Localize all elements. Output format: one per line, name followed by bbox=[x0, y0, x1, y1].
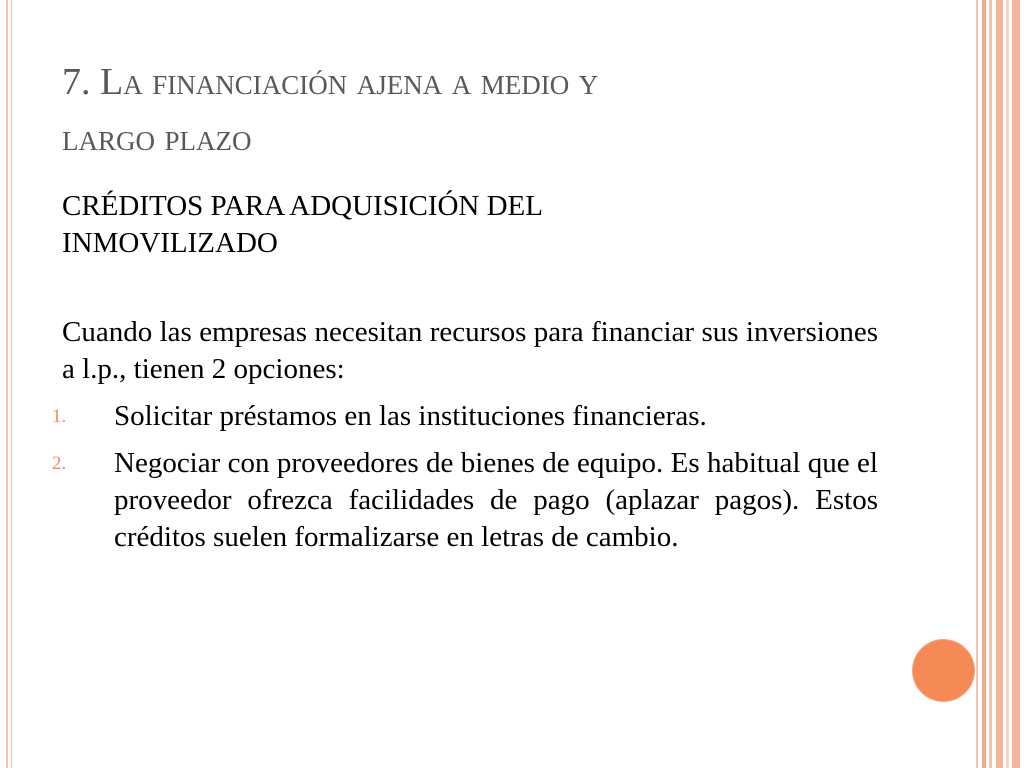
list-item-text: Negociar con proveedores de bienes de equipo. Es habitual que el proveedor ofrezca facilidades de pago (aplazar pagos). Estos créditos suelen formalizarse en letras de cambio. bbox=[114, 447, 878, 553]
right-stripe bbox=[976, 0, 978, 768]
right-stripe bbox=[989, 0, 992, 768]
left-border-line bbox=[6, 0, 8, 768]
slide-title-line: largo plazo bbox=[62, 117, 252, 159]
slide-title-line: 7. La financiación ajena a medio y bbox=[62, 61, 599, 103]
options-list bbox=[52, 398, 878, 556]
list-number: 1. bbox=[52, 406, 67, 427]
left-border-line bbox=[11, 0, 12, 768]
section-heading: CRÉDITOS PARA ADQUISICIÓN DEL bbox=[62, 190, 543, 222]
slide-body bbox=[52, 188, 878, 566]
intro-paragraph: Cuando las empresas necesitan recursos para financiar sus inversiones a l.p., tienen 2 opciones: bbox=[62, 316, 878, 385]
slide-title bbox=[62, 54, 862, 166]
right-stripe bbox=[1006, 0, 1009, 768]
list-item bbox=[52, 398, 878, 435]
decorative-circle-icon bbox=[913, 640, 974, 701]
list-item-text: Solicitar préstamos en las instituciones financieras. bbox=[114, 400, 707, 432]
list-item bbox=[52, 445, 878, 556]
list-number: 2. bbox=[52, 453, 67, 474]
section-heading: INMOVILIZADO bbox=[62, 227, 278, 259]
right-stripe bbox=[1012, 0, 1020, 768]
right-stripe bbox=[996, 0, 1003, 768]
right-stripe bbox=[982, 0, 986, 768]
